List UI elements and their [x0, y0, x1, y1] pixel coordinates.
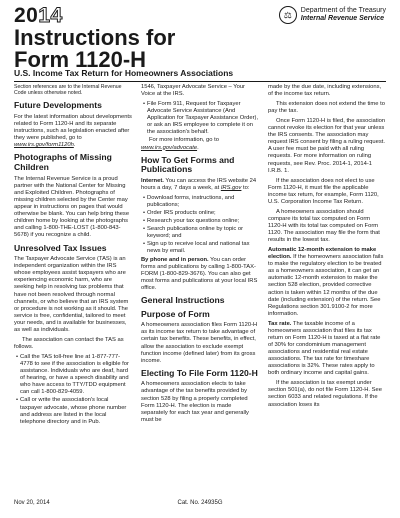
para-more-info [141, 137, 259, 151]
para-phone-text: You can order forms and publications by calling 1-800-TAX-FORM (1-800-829-3676). You can also get most forms and publications at your local IRS office. [141, 256, 258, 291]
para-tax-exempt: If the association is tax exempt under section 501(a), do not file Form 1120-H. See section 6033 and related regulations. If the association loses its [268, 380, 382, 408]
link-advocate[interactable]: www.irs.gov/advocate [141, 144, 198, 151]
para-if-not-elect: If the association does not elect to use Form 1120-H, it must file the applicable income tax return, for example, Form 1120, U.S. Corporation Income Tax Return. [268, 177, 379, 205]
para-tax-rate [268, 321, 386, 378]
page-title [14, 27, 175, 71]
para-phone [141, 257, 259, 292]
footer-spacer [262, 500, 386, 506]
title-line2: Form 1120-H [14, 47, 147, 72]
para-pub1546: 1546, Taxpayer Advocate Service – Your Voice at the IRS. [141, 84, 245, 98]
column-1 [14, 84, 132, 492]
para-internet [141, 178, 259, 192]
heading-photographs: Photographs of Missing Children [14, 152, 112, 173]
para-contact: The association can contact the TAS as follows. [14, 336, 124, 351]
run-in-tax-rate: Tax rate. [268, 320, 292, 327]
list-item: • Order IRS products online; [141, 210, 259, 217]
para-future [14, 114, 132, 149]
para-internet-text: You can access the IRS website 24 hours a day, 7 days a week, at [141, 177, 257, 191]
heading-general-instructions: General Instructions [141, 295, 225, 306]
heading-unresolved: Unresolved Tax Issues [14, 242, 107, 253]
para-auto-text: If the homeowners association fails to make the regulatory election to be treated as a homeowners association, it can get an automatic 12-month extension to make the section 528 election, provided corrective action is taken within 12 months of the due date (including extension) of the return. See Regulations section 301.9100-2 for more information. [268, 254, 384, 317]
title-line1: Instructions for [14, 25, 176, 50]
page-footer [14, 500, 386, 506]
para-internet-end: to: [241, 184, 250, 191]
para-photographs: The Internal Revenue Service is a proud partner with the National Center for Missing and Exploited Children. Photographs of missing children selected by the Center may appear in instructions on pages that would otherwise be blank. You can help bring these children home by looking at the photographs and calling 1-800-THE-LOST (1-800-843-5678) if you recognize a child. [14, 175, 130, 239]
heading-get-forms: How To Get Forms and Publications [141, 154, 235, 175]
list-item: • Call the TAS toll-free line at 1-877-777-4778 to see if the association is eligible for assistance. Individuals who are deaf, hard of hearing, or have a speech disability and who have access to TTY/TDD equipment can call 1-800-829-4059. [14, 354, 132, 397]
subtitle-bar [14, 68, 386, 82]
para-more-end: . [197, 144, 199, 151]
para-compare: A homeowners association should compare its total tax computed on Form 1120-H with its total tax computed on Form 1120. The association may file the form that results in the lowest tax. [268, 208, 380, 244]
tax-year [14, 5, 63, 26]
run-in-phone: By phone and in person. [141, 256, 209, 263]
agency-irs: Internal Revenue Service [300, 15, 385, 22]
page-subtitle: U.S. Income Tax Return for Homeowners Associations [14, 68, 234, 78]
column-3 [268, 84, 386, 492]
para-more-text: For more information, go to [149, 137, 219, 144]
treasury-seal-icon: ⚖ [279, 6, 297, 24]
agency-block [279, 6, 386, 24]
column-2 [141, 84, 259, 492]
heading-future-developments: Future Developments [14, 100, 102, 111]
list-item: • File Form 911, Request for Taxpayer Advocate Service Assistance (And Application for Taxpayer Assistance Order), or ask an IRS employee to complete it on the association's behalf. [141, 101, 259, 136]
para-once-filed: Once Form 1120-H is filed, the association cannot revoke its election for that year unless the IRS consents. The association may request IRS consent by filing a ruling request. A user fee must be paid with all ruling requests. For more information on ruling requests, see Rev. Proc. 2014-1, 2014-1 I.R.B. 1. [268, 117, 386, 174]
year-suffix: 14 [38, 4, 63, 27]
heading-purpose: Purpose of Form [141, 308, 210, 319]
para-due-date: made by the due date, including extensions, of the income tax return. [268, 84, 382, 98]
list-item: • Research your tax questions online; [141, 218, 259, 225]
para-future-text: For the latest information about developments related to Form 1120-H and its separate instructions, such as legislation enacted after they were published, go to [14, 114, 132, 142]
section-note: Section references are to the Internal Revenue Code unless otherwise noted. [14, 84, 122, 97]
list-item: • Call or write the association's local taxpayer advocate, whose phone number and address are listed in the local telephone directory and in Pub. [14, 397, 132, 425]
para-auto-extension [268, 247, 386, 318]
agency-department: Department of the Treasury [300, 6, 386, 14]
para-tax-rate-text: The taxable income of a homeowners association that files its tax return on Form 1120-H is taxed at a flat rate of 30% for condominium management associations and residential real estate associations. The tax rate for timeshare associations is 32%. These rates apply to both ordinary income and capital gains. [268, 320, 381, 377]
list-item: • Search publications online by topic or keyword; and [141, 226, 259, 240]
list-item: • Download forms, instructions, and publications; [141, 195, 259, 209]
link-irs-gov[interactable]: IRS.gov [220, 184, 242, 191]
footer-date: Nov 20, 2014 [14, 500, 50, 506]
agency-text [301, 7, 386, 24]
para-purpose: A homeowners association files Form 1120-H as its income tax return to take advantage of certain tax benefits. These benefits, in effect, allow the association to exclude exempt function income (defined later) from its gross income. [141, 322, 258, 364]
footer-cat-no: Cat. No. 24935G [177, 500, 223, 506]
heading-electing: Electing To File Form 1120-H [141, 367, 258, 378]
list-item: • Sign up to receive local and national tax news by email. [141, 241, 259, 255]
para-future-end: . [73, 142, 76, 149]
text-columns [14, 84, 386, 492]
run-in-internet: Internet. [141, 177, 164, 184]
para-extension: This extension does not extend the time to pay the tax. [268, 100, 385, 115]
para-electing: A homeowners association elects to take advantage of the tax benefits provided by section 528 by filing a properly completed Form 1120-H. The election is made separately for each tax year and generally must be [141, 381, 249, 423]
para-unresolved: The Taxpayer Advocate Service (TAS) is an independent organization within the IRS whose employees assist taxpayers who are experiencing economic harm, who are seeking help in resolving tax problems that have not been resolved through normal channels, or who believe that an IRS system or procedure is not working as it should. The service is free, confidential, tailored to meet your needs, and is available for businesses, as well as individuals. [14, 256, 129, 334]
run-in-auto-extension: Automatic 12-month extension to make election. [268, 246, 377, 261]
year-prefix: 20 [14, 4, 39, 27]
link-form1120h[interactable]: www.irs.gov/form1120h [14, 142, 74, 149]
